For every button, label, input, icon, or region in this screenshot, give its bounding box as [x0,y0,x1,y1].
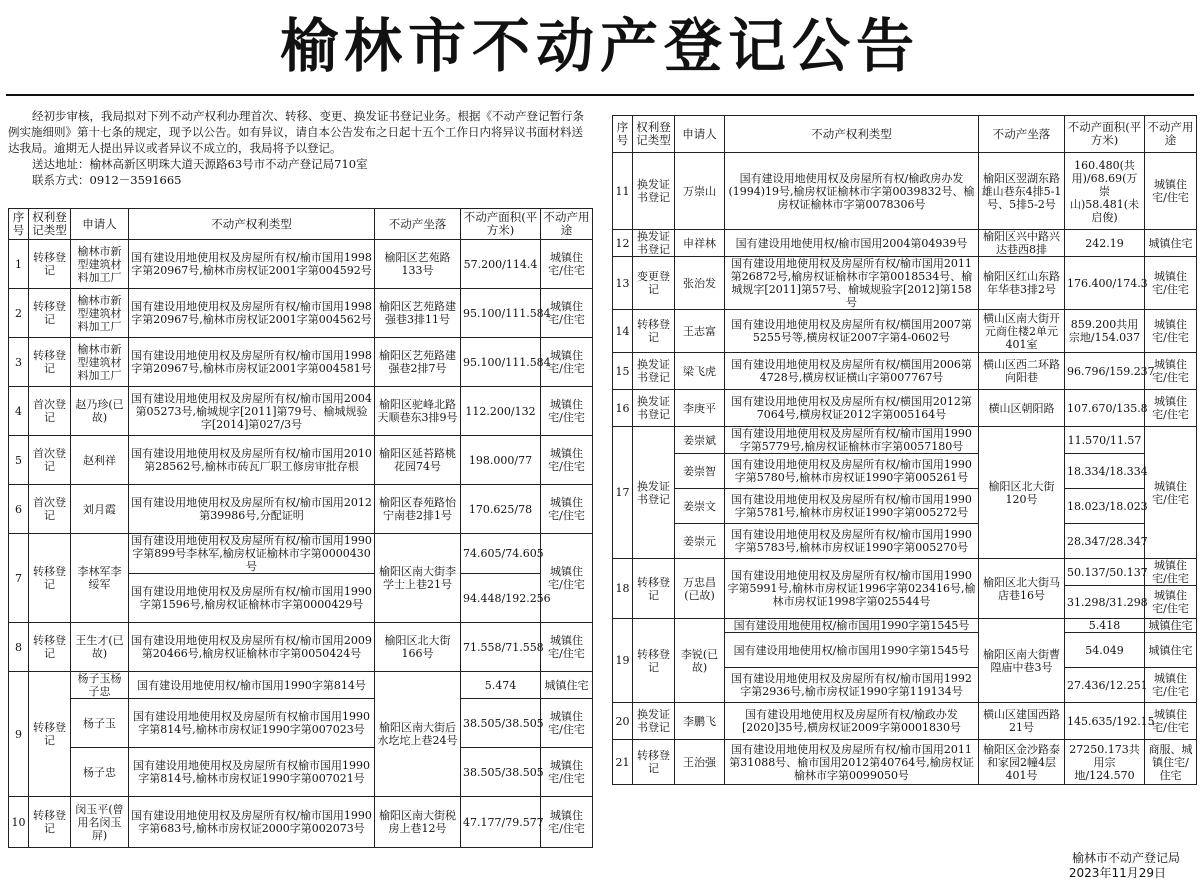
table-row [9,672,593,699]
cell-type: 变更登记 [633,257,675,310]
header-right-type: 不动产权利类型 [725,116,979,153]
intro-text [8,108,590,188]
cell-location: 榆阳区南大街李学士上巷21号 [375,534,461,623]
cell-no: 20 [613,703,633,740]
cell-location: 榆阳区金沙路泰和家园2幢4层401号 [979,740,1065,785]
cell-use: 城镇住宅/住宅 [1145,586,1197,619]
cell-location: 榆阳区南大街后水圪坨上巷24号 [375,672,461,797]
cell-use: 城镇住宅/住宅 [1145,559,1197,586]
cell-right-type: 国有建设用地使用权及房屋所有权/榆政办发[2020]35号,横房权证2009字第0001830号 [725,703,979,740]
cell-applicant: 李林军李绥军 [71,534,129,623]
cell-right-type: 国有建设用地使用权及房屋所有权/榆市国用1990字第5783号,榆林市房权证1990字第005270号 [725,524,979,559]
cell-applicant: 杨子忠 [71,748,129,797]
cell-use: 城镇住宅/住宅 [1145,153,1197,230]
cell-area: 31.298/31.298 [1065,586,1145,619]
cell-right-type: 国有建设用地使用权及房屋所有权/榆市国用1990字第1596号,榆房权证榆林市字第0000429号 [129,574,375,623]
cell-applicant: 万忠昌(已故) [675,559,725,619]
cell-area: 95.100/111.584 [461,338,541,387]
cell-location: 横山区朝阳路 [979,390,1065,427]
cell-right-type: 国有建设用地使用权及房屋所有权/榆市国用1990字第899号李林军,榆房权证榆林市字第0000430号 [129,534,375,574]
cell-use: 城镇住宅/住宅 [541,485,593,534]
cell-no: 10 [9,797,29,848]
cell-type: 转移登记 [633,310,675,353]
cell-area: 94.448/192.256 [461,574,541,623]
cell-no: 15 [613,353,633,390]
cell-applicant: 姜崇智 [675,454,725,489]
cell-location: 横山区建国西路21号 [979,703,1065,740]
cell-area: 57.200/114.4 [461,240,541,289]
cell-no: 14 [613,310,633,353]
cell-right-type: 国有建设用地使用权及房屋所有权/榆市国用1998字第20967号,榆林市房权证2001字第004581号 [129,338,375,387]
notice-table-left [8,208,593,848]
table-row [613,390,1197,427]
table-row [9,240,593,289]
table-row [9,289,593,338]
cell-type: 换发证书登记 [633,353,675,390]
cell-type: 转移登记 [29,797,71,848]
table-row [9,209,593,240]
table-row [613,489,1197,524]
table-header-right [613,116,1197,153]
header-area: 不动产面积(平方米) [1065,116,1145,153]
cell-area: 18.023/18.023 [1065,489,1145,524]
table-header-left [9,209,593,240]
cell-use: 城镇住宅 [1145,619,1197,633]
cell-location: 榆阳区艺苑路建强巷2排7号 [375,338,461,387]
cell-location: 榆阳区南大街曹隍庙中巷3号 [979,619,1065,703]
cell-right-type: 国有建设用地使用权及房屋所有权/榆市国用1990字第683号,榆林市房权证2000字第002073号 [129,797,375,848]
cell-use: 商服、城镇住宅/住宅 [1145,740,1197,785]
table-row [9,485,593,534]
cell-area: 198.000/77 [461,436,541,485]
cell-use: 城镇住宅 [1145,230,1197,257]
cell-right-type: 国有建设用地使用权及房屋所有权/榆市国用1998字第20967号,榆林市房权证2001字第004562号 [129,289,375,338]
table-row [613,153,1197,230]
table-row [9,387,593,436]
cell-type: 换发证书登记 [633,153,675,230]
table-row [613,559,1197,586]
cell-type: 转移登记 [29,289,71,338]
cell-no: 5 [9,436,29,485]
cell-no: 21 [613,740,633,785]
cell-area: 242.19 [1065,230,1145,257]
cell-location: 榆阳区红山东路年华巷3排2号 [979,257,1065,310]
cell-use: 城镇住宅/住宅 [1145,257,1197,310]
table-row [613,230,1197,257]
cell-type: 转移登记 [633,740,675,785]
cell-area: 170.625/78 [461,485,541,534]
cell-right-type: 国有建设用地使用权及房屋所有权/榆市国用2012第39986号,分配证明 [129,485,375,534]
cell-area: 96.796/159.237 [1065,353,1145,390]
header-no: 序号 [9,209,29,240]
cell-type: 首次登记 [29,485,71,534]
contact-phone: 联系方式：0912－3591665 [32,173,182,187]
cell-applicant: 闵玉平(曾用名闵玉屏) [71,797,129,848]
cell-applicant: 万崇山 [675,153,725,230]
cell-type: 转移登记 [29,672,71,797]
cell-no: 2 [9,289,29,338]
cell-use: 城镇住宅/住宅 [1145,353,1197,390]
cell-type: 换发证书登记 [633,703,675,740]
cell-use: 城镇住宅 [1145,633,1197,668]
cell-use: 城镇住宅/住宅 [1145,390,1197,427]
cell-type: 换发证书登记 [633,427,675,559]
cell-right-type: 国有建设用地使用权及房屋所有权/榆市国用2004第05273号,榆城规字[2011]第79号、榆城规验字[2014]第027/3号 [129,387,375,436]
header-no: 序号 [613,116,633,153]
table-row [9,623,593,672]
cell-no: 19 [613,619,633,703]
cell-area: 5.418 [1065,619,1145,633]
cell-location: 榆阳区艺苑路建强巷3排11号 [375,289,461,338]
cell-area: 11.570/11.57 [1065,427,1145,454]
cell-area: 28.347/28.347 [1065,524,1145,559]
cell-right-type: 国有建设用地使用权及房屋所有权/横国用2007第5255号等,横房权证2007字第4-0602号 [725,310,979,353]
cell-area: 27250.173共用宗地/124.570 [1065,740,1145,785]
title-divider [6,94,1194,96]
table-row [613,703,1197,740]
cell-no: 1 [9,240,29,289]
cell-use: 城镇住宅/住宅 [1145,427,1197,559]
cell-type: 转移登记 [29,338,71,387]
header-type: 权利登记类型 [29,209,71,240]
cell-applicant: 王生才(已故) [71,623,129,672]
cell-right-type: 国有建设用地使用权/榆市国用1990字第1545号 [725,619,979,633]
cell-no: 16 [613,390,633,427]
cell-type: 转移登记 [633,619,675,703]
header-applicant: 申请人 [675,116,725,153]
cell-location: 横山区西二环路向阳巷 [979,353,1065,390]
cell-applicant: 申祥林 [675,230,725,257]
cell-type: 首次登记 [29,387,71,436]
cell-type: 转移登记 [29,534,71,623]
cell-no: 9 [9,672,29,797]
table-row [9,797,593,848]
table-row [613,740,1197,785]
cell-area: 5.474 [461,672,541,699]
cell-right-type: 国有建设用地使用权及房屋所有权/横国用2012第7064号,横房权证2012字第005164号 [725,390,979,427]
cell-applicant: 姜崇斌 [675,427,725,454]
table-row [9,748,593,797]
cell-right-type: 国有建设用地使用权/榆市国用2004第04939号 [725,230,979,257]
cell-area: 71.558/71.558 [461,623,541,672]
cell-right-type: 国有建设用地使用权及房屋所有权/榆市国用2009第20466号,榆房权证榆林市字第0050424号 [129,623,375,672]
cell-area: 160.480(共用)/68.69(万崇山)58.481(未启俊) [1065,153,1145,230]
cell-type: 转移登记 [633,559,675,619]
cell-location: 榆阳区兴中路兴达巷西8排 [979,230,1065,257]
cell-applicant: 王志富 [675,310,725,353]
cell-area: 38.505/38.505 [461,748,541,797]
cell-location: 榆阳区延苔路桃花园74号 [375,436,461,485]
cell-right-type: 国有建设用地使用权及房屋所有权/榆市国用1992字第2936号,榆市房权证1990字第119134号 [725,668,979,703]
cell-right-type: 国有建设用地使用权及房屋所有权/榆市国用2011第26872号,榆房权证榆林市字第0018534号、榆城规字[2011]第57号、榆城规验字[2012]第158号 [725,257,979,310]
cell-type: 转移登记 [29,623,71,672]
cell-applicant: 姜崇文 [675,489,725,524]
header-location: 不动产坐落 [375,209,461,240]
table-row [9,338,593,387]
cell-area: 95.100/111.584 [461,289,541,338]
cell-location: 榆阳区南大街税房上巷12号 [375,797,461,848]
cell-use: 城镇住宅/住宅 [541,436,593,485]
cell-area: 18.334/18.334 [1065,454,1145,489]
cell-right-type: 国有建设用地使用权及房屋所有权/榆市国用2011第31088号、榆市国用2012第40764号,榆房权证榆林市字第0099050号 [725,740,979,785]
cell-right-type: 国有建设用地使用权及房屋所有权/榆市国用1990字第5780号,榆林市房权证1990字第005261号 [725,454,979,489]
cell-applicant: 刘月霞 [71,485,129,534]
cell-right-type: 国有建设用地使用权/榆市国用1990字第1545号 [725,633,979,668]
cell-applicant: 李锐(已故) [675,619,725,703]
cell-applicant: 姜崇元 [675,524,725,559]
header-area: 不动产面积(平方米) [461,209,541,240]
cell-use: 城镇住宅/住宅 [1145,310,1197,353]
cell-use: 城镇住宅/住宅 [541,338,593,387]
cell-use: 城镇住宅/住宅 [541,748,593,797]
cell-no: 8 [9,623,29,672]
header-applicant: 申请人 [71,209,129,240]
cell-type: 转移登记 [29,240,71,289]
cell-use: 城镇住宅/住宅 [541,289,593,338]
table-row [613,619,1197,633]
cell-right-type: 国有建设用地使用权及房屋所有权/榆市国用1990字第5781号,榆林市房权证1990字第005272号 [725,489,979,524]
cell-type: 换发证书登记 [633,390,675,427]
table-row [613,427,1197,454]
table-row [613,454,1197,489]
cell-no: 3 [9,338,29,387]
cell-area: 27.436/12.251 [1065,668,1145,703]
header-right-type: 不动产权利类型 [129,209,375,240]
cell-right-type: 国有建设用地使用权及房屋所有权榆市国用1990字第814号,榆林市房权证1990字第007023号 [129,699,375,748]
table-row [9,436,593,485]
cell-right-type: 国有建设用地使用权及房屋所有权/榆市国用1990字第5991号,榆林市房权证1996字第023416号,榆林市房权证1998字第025544号 [725,559,979,619]
cell-applicant: 杨子玉杨子忠 [71,672,129,699]
cell-right-type: 国有建设用地使用权及房屋所有权/榆市国用2010第28562号,榆林市砖瓦厂职工修房审批存根 [129,436,375,485]
cell-no: 6 [9,485,29,534]
issue-date: 2023年11月29日 [1068,866,1166,880]
table-row [613,353,1197,390]
cell-area: 38.505/38.505 [461,699,541,748]
cell-type: 换发证书登记 [633,230,675,257]
cell-applicant: 李庚平 [675,390,725,427]
cell-applicant: 榆林市新型建筑材料加工厂 [71,289,129,338]
cell-applicant: 梁飞虎 [675,353,725,390]
cell-type: 首次登记 [29,436,71,485]
cell-location: 榆阳区翌湖东路雄山巷东4排5-1号、5排5-2号 [979,153,1065,230]
cell-area: 112.200/132 [461,387,541,436]
cell-area: 859.200共用宗地/154.037 [1065,310,1145,353]
cell-no: 18 [613,559,633,619]
intro-paragraph: 经初步审核，我局拟对下列不动产权利办理首次、转移、变更、换发证书登记业务。根据《不动产登记暂行条例实施细则》第十七条的规定，现予以公告。如有异议，请自本公告发布之日起十五个工作日内将异议书面材料送达我局。逾期无人提出异议或者异议不成立的，我局将予以登记。 [8,109,584,155]
cell-area: 176.400/174.3 [1065,257,1145,310]
table-row [9,699,593,748]
cell-use: 城镇住宅/住宅 [1145,668,1197,703]
page-title: 榆林市不动产登记公告 [279,12,920,80]
cell-location: 榆阳区春苑路怡宁南巷2排1号 [375,485,461,534]
table-row [613,257,1197,310]
cell-location: 榆阳区艺苑路133号 [375,240,461,289]
cell-use: 城镇住宅/住宅 [541,699,593,748]
cell-area: 74.605/74.605 [461,534,541,574]
cell-location: 榆阳区北大街120号 [979,427,1065,559]
cell-use: 城镇住宅 [541,672,593,699]
notice-table-right [612,115,1197,785]
cell-right-type: 国有建设用地使用权及房屋所有权/榆政房办发(1994)19号,榆房权证榆林市字第0039832号、榆房权证榆林市字第0078306号 [725,153,979,230]
cell-right-type: 国有建设用地使用权/榆市国用1990字第814号 [129,672,375,699]
cell-use: 城镇住宅/住宅 [541,387,593,436]
cell-applicant: 赵乃珍(已故) [71,387,129,436]
cell-applicant: 杨子玉 [71,699,129,748]
cell-no: 11 [613,153,633,230]
cell-applicant: 李鹏飞 [675,703,725,740]
table-row [9,534,593,574]
cell-no: 12 [613,230,633,257]
cell-location: 榆阳区北大街马店巷16号 [979,559,1065,619]
cell-use: 城镇住宅/住宅 [541,623,593,672]
cell-location: 榆阳区北大街166号 [375,623,461,672]
cell-no: 17 [613,427,633,559]
cell-applicant: 张治发 [675,257,725,310]
cell-use: 城镇住宅/住宅 [541,797,593,848]
cell-right-type: 国有建设用地使用权及房屋所有权/榆市国用1990字第5779号,榆房权证榆林市字第0057180号 [725,427,979,454]
cell-applicant: 王治强 [675,740,725,785]
cell-area: 107.670/135.8 [1065,390,1145,427]
cell-right-type: 国有建设用地使用权及房屋所有权榆市国用1990字第814号,榆林市房权证1990字第007021号 [129,748,375,797]
cell-applicant: 榆林市新型建筑材料加工厂 [71,338,129,387]
cell-applicant: 赵利祥 [71,436,129,485]
cell-use: 城镇住宅/住宅 [541,240,593,289]
cell-use: 城镇住宅/住宅 [541,534,593,623]
cell-area: 54.049 [1065,633,1145,668]
cell-right-type: 国有建设用地使用权及房屋所有权/横国用2006第4728号,横房权证横山字第007767号 [725,353,979,390]
cell-location: 横山区南大街开元商住楼2单元401室 [979,310,1065,353]
cell-area: 50.137/50.137 [1065,559,1145,586]
cell-no: 4 [9,387,29,436]
table-row [613,524,1197,559]
header-type: 权利登记类型 [633,116,675,153]
cell-location: 榆阳区驼峰北路天顺巷东3排9号 [375,387,461,436]
cell-right-type: 国有建设用地使用权及房屋所有权/榆市国用1998字第20967号,榆林市房权证2001字第004592号 [129,240,375,289]
header-use: 不动产用 途 [541,209,593,240]
header-location: 不动产坐落 [979,116,1065,153]
issuer-name: 榆林市不动产登记局 [1071,851,1180,865]
cell-no: 13 [613,257,633,310]
cell-area: 47.177/79.577 [461,797,541,848]
table-row [613,310,1197,353]
cell-no: 7 [9,534,29,623]
table-row [613,116,1197,153]
cell-area: 145.635/192.15 [1065,703,1145,740]
header-use: 不动产用 途 [1145,116,1197,153]
cell-applicant: 榆林市新型建筑材料加工厂 [71,240,129,289]
delivery-address: 送达地址：榆林高新区明珠大道天源路63号市不动产登记局710室 [32,157,368,171]
cell-use: 城镇住宅/住宅 [1145,703,1197,740]
